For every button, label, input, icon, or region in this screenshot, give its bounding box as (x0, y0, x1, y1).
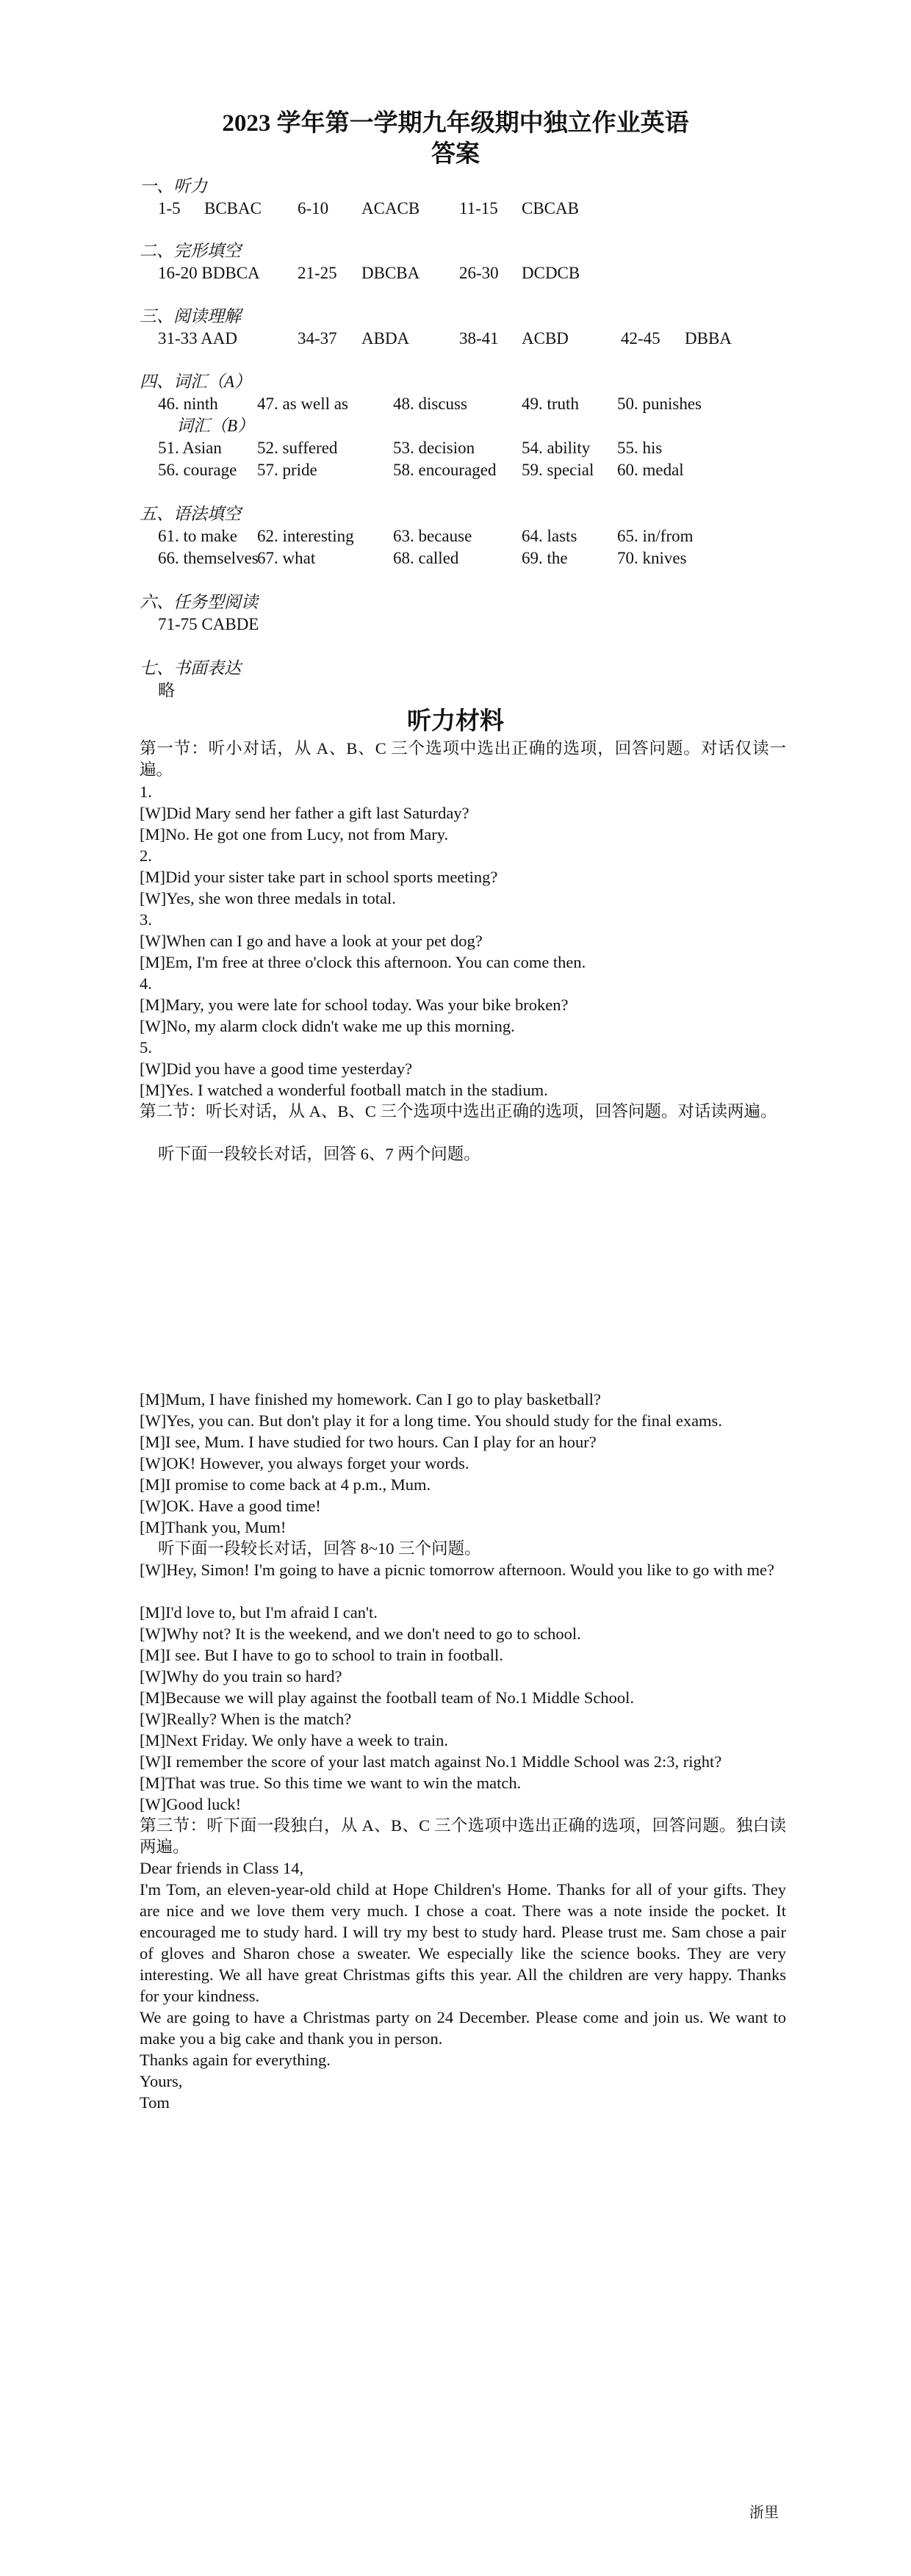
dialog-line: [W]I remember the score of your last match against No.1 Middle School was 2:3, right? (140, 1752, 722, 1771)
letter-signature: Tom (140, 2093, 170, 2112)
dialog-line: [W]Yes, you can. But don't play it for a long time. You should study for the final exams. (140, 1411, 722, 1430)
dialog-line: [M]I promise to come back at 4 p.m., Mum. (140, 1475, 431, 1494)
answer-item: 51. Asian (158, 439, 222, 457)
answer-range: 6-10 (298, 199, 329, 217)
dialog-line: [W]Really? When is the match? (140, 1710, 352, 1728)
page-title: 2023 学年第一学期九年级期中独立作业英语 (222, 110, 689, 137)
answer-value: DBBA (685, 329, 732, 348)
dialog-line: [W]No, my alarm clock didn't wake me up this morning. (140, 1017, 515, 1035)
answer-item: 50. punishes (617, 395, 702, 413)
dialog-line: [W]Yes, she won three medals in total. (140, 889, 396, 907)
answer-item: 55. his (617, 439, 663, 457)
answer-item: 56. courage (158, 461, 237, 479)
part2-sub-instruction-2: 听下面一段较长对话，回答 8~10 三个问题。 (158, 1539, 481, 1558)
dialog-line: [M]Next Friday. We only have a week to train. (140, 1731, 448, 1749)
dialog-line: 3. (140, 910, 152, 929)
answer-item: 47. as well as (257, 395, 348, 413)
dialog-line: [M]I'd love to, but I'm afraid I can't. (140, 1603, 378, 1622)
answer-item: 54. ability (522, 439, 591, 457)
part3-intro: 第三节：听下面一段独白，从 A、B、C 三个选项中选出正确的选项，回答问题。独白读两遍。 (140, 1816, 786, 1856)
section-task-reading-heading: 六、任务型阅读 (140, 593, 258, 611)
answer-item: 46. ninth (158, 395, 218, 413)
dialog-line: [W]OK! However, you always forget your words. (140, 1454, 469, 1472)
answer-item: 67. what (257, 549, 316, 567)
dialog-line: 4. (140, 974, 152, 993)
answer-value: ACBD (522, 329, 569, 348)
dialog-line: [W]Why do you train so hard? (140, 1667, 342, 1685)
writing-answer: 略 (158, 681, 175, 699)
answer-range: 21-25 (298, 264, 337, 282)
section-cloze-heading: 二、完形填空 (140, 242, 241, 260)
dialog-line: [M]Yes. I watched a wonderful football match in the stadium. (140, 1081, 548, 1099)
answer-item: 65. in/from (617, 527, 694, 545)
answer-item: 61. to make (158, 527, 237, 545)
dialog-line: [W]Did Mary send her father a gift last Saturday? (140, 804, 469, 822)
dialog-line: [M]That was true. So this time we want to win the match. (140, 1774, 522, 1792)
answer-item: 68. called (393, 549, 459, 567)
dialog-line: [W]Hey, Simon! I'm going to have a picnic tomorrow afternoon. Would you like to go with me? (140, 1561, 774, 1579)
letter-paragraph-2: We are going to have a Christmas party on 24 December. Please come and join us. We want to make you a big cake and thank you in person. (140, 2008, 786, 2048)
dialog-line: [M]Because we will play against the football team of No.1 Middle School. (140, 1688, 634, 1707)
answer-range: 16-20 BDBCA (158, 264, 260, 282)
answer-item: 62. interesting (257, 527, 354, 545)
answer-item: 52. suffered (257, 439, 338, 457)
letter-greeting: Dear friends in Class 14, (140, 1859, 304, 1877)
section-grammar-heading: 五、语法填空 (140, 505, 241, 523)
task-reading-answer: 71-75 CABDE (158, 615, 259, 633)
dialog-line: [M]I see, Mum. I have studied for two hours. Can I play for an hour? (140, 1433, 597, 1451)
answer-range: 42-45 (621, 329, 660, 348)
dialog-line: 1. (140, 782, 152, 801)
answer-item: 63. because (393, 527, 472, 545)
part2-intro: 第二节：听长对话，从 A、B、C 三个选项中选出正确的选项，回答问题。对话读两遍。 (140, 1102, 777, 1120)
dialog-line: 5. (140, 1038, 152, 1057)
answer-value: ACACB (361, 199, 420, 217)
dialog-line: [W]When can I go and have a look at your pet dog? (140, 932, 483, 950)
letter-thanks: Thanks again for everything. (140, 2051, 331, 2069)
dialog-line: [W]Why not? It is the weekend, and we don't need to go to school. (140, 1625, 581, 1643)
answer-value: BCBAC (204, 199, 262, 217)
answer-value: DCDCB (522, 264, 580, 282)
answer-item: 48. discuss (393, 395, 467, 413)
dialog-line: [M]Did your sister take part in school sports meeting? (140, 868, 498, 886)
dialog-line: [M]Thank you, Mum! (140, 1518, 287, 1536)
section-reading-heading: 三、阅读理解 (140, 307, 241, 325)
dialog-line: 2. (140, 846, 152, 865)
listening-material-title: 听力材料 (407, 708, 504, 735)
dialog-line: [M]I see. But I have to go to school to train in football. (140, 1646, 503, 1664)
section-vocab-a-heading: 四、词汇（A） (140, 373, 252, 391)
answer-item: 64. lasts (522, 527, 577, 545)
dialog-line: [M]Mum, I have finished my homework. Can I go to play basketball? (140, 1390, 601, 1408)
answer-range: 34-37 (298, 329, 337, 348)
answer-item: 66. themselves (158, 549, 259, 567)
answer-range: 38-41 (459, 329, 499, 348)
answer-range: 31-33 AAD (158, 329, 237, 348)
footer-watermark: 浙里 (749, 2505, 779, 2521)
answer-range: 26-30 (459, 264, 499, 282)
part1-intro: 第一节：听小对话，从 A、B、C 三个选项中选出正确的选项，回答问题。对话仅读一遍。 (140, 739, 786, 779)
answer-range: 11-15 (459, 199, 498, 217)
dialog-line: [W]OK. Have a good time! (140, 1497, 321, 1515)
letter-closing: Yours, (140, 2072, 183, 2090)
page-subtitle: 答案 (431, 141, 480, 168)
answer-value: DBCBA (361, 264, 420, 282)
section-writing-heading: 七、书面表达 (140, 659, 241, 677)
answer-item: 60. medal (617, 461, 684, 479)
dialog-line: [M]Em, I'm free at three o'clock this afternoon. You can come then. (140, 953, 586, 971)
answer-item: 59. special (522, 461, 594, 479)
part2-sub-instruction-1: 听下面一段较长对话，回答 6、7 两个问题。 (158, 1145, 480, 1163)
letter-paragraph-1: I'm Tom, an eleven-year-old child at Hope Children's Home. Thanks for all of your gifts. They are nice and we love them very much. I chose a coat. There was a note inside the pocket. It encouraged me to study hard. I will try my best to study hard. Please trust me. Sam chose a pair of gloves and Sharon chose a sweater. We especially like the science books. They are very interesting. We all have great Christmas gifts this year. All the children are very happy. Thanks for your kindness. (140, 1880, 786, 2005)
answer-value: CBCAB (522, 199, 579, 217)
answer-item: 57. pride (257, 461, 317, 479)
answer-item: 69. the (522, 549, 568, 567)
answer-item: 53. decision (393, 439, 475, 457)
dialog-line: [W]Did you have a good time yesterday? (140, 1059, 413, 1078)
answer-item: 49. truth (522, 395, 579, 413)
section-listening-heading: 一、听力 (140, 177, 207, 195)
answer-item: 58. encouraged (393, 461, 497, 479)
section-vocab-b-heading: 词汇（B） (176, 417, 255, 435)
dialog-line: [W]Good luck! (140, 1795, 242, 1813)
answer-item: 70. knives (617, 549, 687, 567)
dialog-line: [M]No. He got one from Lucy, not from Mary. (140, 825, 449, 843)
dialog-line: [M]Mary, you were late for school today. Was your bike broken? (140, 996, 569, 1014)
answer-range: 1-5 (158, 199, 181, 217)
answer-value: ABDA (361, 329, 410, 348)
